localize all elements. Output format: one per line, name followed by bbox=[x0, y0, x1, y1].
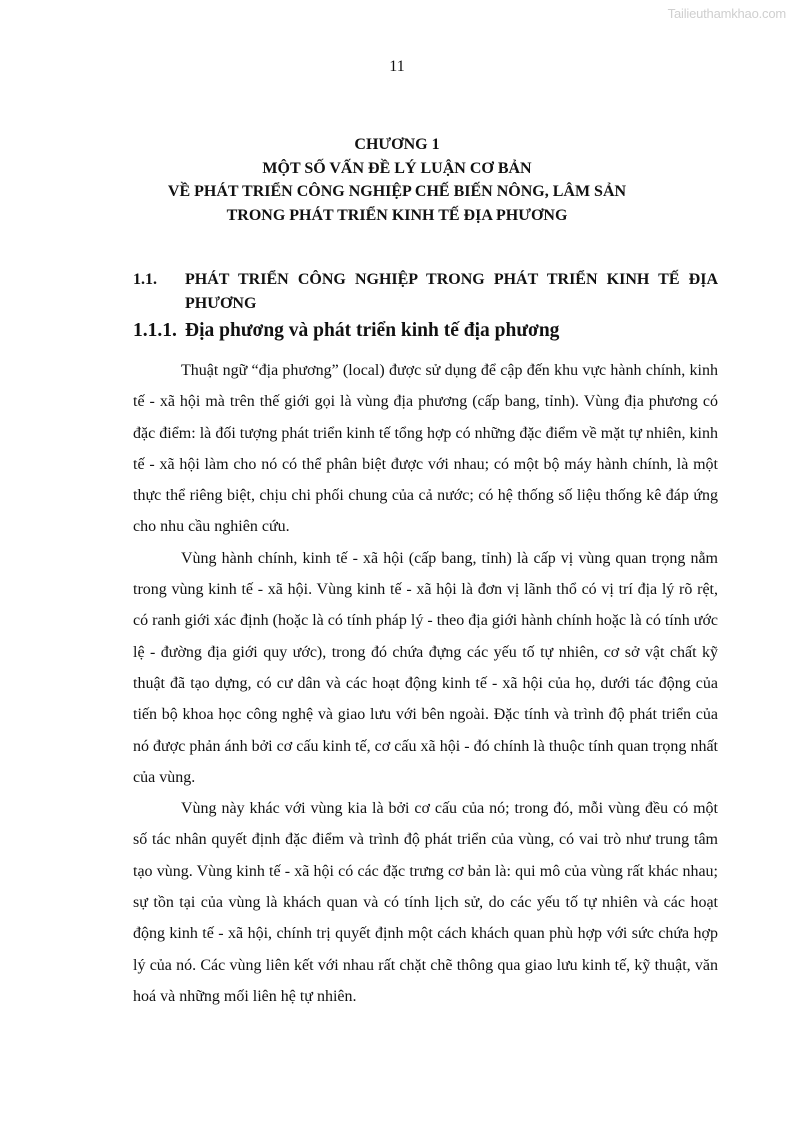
subsection-title: Địa phương và phát triển kinh tế địa phương bbox=[185, 320, 560, 341]
chapter-heading bbox=[0, 133, 794, 227]
watermark: Tailieuthamkhao.com bbox=[667, 6, 786, 21]
chapter-title-line: VỀ PHÁT TRIỂN CÔNG NGHIỆP CHẾ BIẾN NÔNG, LÂM SẢN bbox=[167, 183, 627, 200]
section-title: PHÁT TRIỂN CÔNG NGHIỆP TRONG PHÁT TRIỂN KINH TẾ ĐỊA PHƯƠNG bbox=[185, 271, 718, 312]
chapter-title-line: TRONG PHÁT TRIỂN KINH TẾ ĐỊA PHƯƠNG bbox=[226, 206, 568, 224]
paragraph: Thuật ngữ “địa phương” (local) được sử dụng để cập đến khu vực hành chính, kinh tế - xã hội mà trên thế giới gọi là vùng địa phương (cấp bang, tỉnh). Vùng địa phương có đặc điểm: là đối tượng phát triển kinh tế tổng hợp có những đặc điểm về mặt tự nhiên, kinh tế - xã hội làm cho nó có thể phân biệt được với nhau; có một bộ máy hành chính, là một thực thể riêng biệt, chịu chi phối chung của cả nước; có hệ thống số liệu thống kê đáp ứng cho nhu cầu nghiên cứu. bbox=[133, 362, 718, 536]
paragraph: Vùng hành chính, kinh tế - xã hội (cấp bang, tỉnh) là cấp vị vùng quan trọng nằm trong vùng kinh tế - xã hội. Vùng kinh tế - xã hội là đơn vị lãnh thổ có vị trí địa lý rõ rệt, có ranh giới xác định (hoặc là có tính pháp lý - theo địa giới hành chính hoặc là có tính ước lệ - đường địa giới quy ước), trong đó chứa đựng các yếu tố tự nhiên, cơ sở vật chất kỹ thuật đã tạo dựng, có cư dân và các hoạt động kinh tế - xã hội của họ, dưới tác động của tiến bộ khoa học công nghệ và giao lưu với bên ngoài. Đặc tính và trình độ phát triển của nó được phản ánh bởi cơ cấu kinh tế, cơ cấu xã hội - đó chính là thuộc tính quan trọng nhất của vùng. bbox=[133, 549, 718, 786]
chapter-title-line: MỘT SỐ VẤN ĐỀ LÝ LUẬN CƠ BẢN bbox=[262, 159, 532, 177]
subsection-number: 1.1.1. bbox=[133, 320, 177, 341]
page-number: 11 bbox=[389, 58, 405, 75]
section-number: 1.1. bbox=[133, 271, 157, 288]
subsection-heading bbox=[133, 318, 718, 344]
paragraph: Vùng này khác với vùng kia là bởi cơ cấu của nó; trong đó, mỗi vùng đều có một số tác nhân quyết định đặc điểm và trình độ phát triển của vùng, có vai trò như trung tâm tạo vùng. Vùng kinh tế - xã hội có các đặc trưng cơ bản là: qui mô của vùng rất khác nhau; sự tồn tại của vùng là khách quan và có tính lịch sử, do các yếu tố tự nhiên và các hoạt động kinh tế - xã hội, chính trị quyết định một cách khách quan phù hợp với sức chứa hợp lý của nó. Các vùng liên kết với nhau rất chặt chẽ thông qua giao lưu kinh tế, kỹ thuật, văn hoá và những mối liên hệ tự nhiên. bbox=[133, 800, 718, 1005]
body-text bbox=[133, 355, 718, 1012]
chapter-label: CHƯƠNG 1 bbox=[354, 136, 440, 153]
section-heading bbox=[133, 268, 718, 316]
